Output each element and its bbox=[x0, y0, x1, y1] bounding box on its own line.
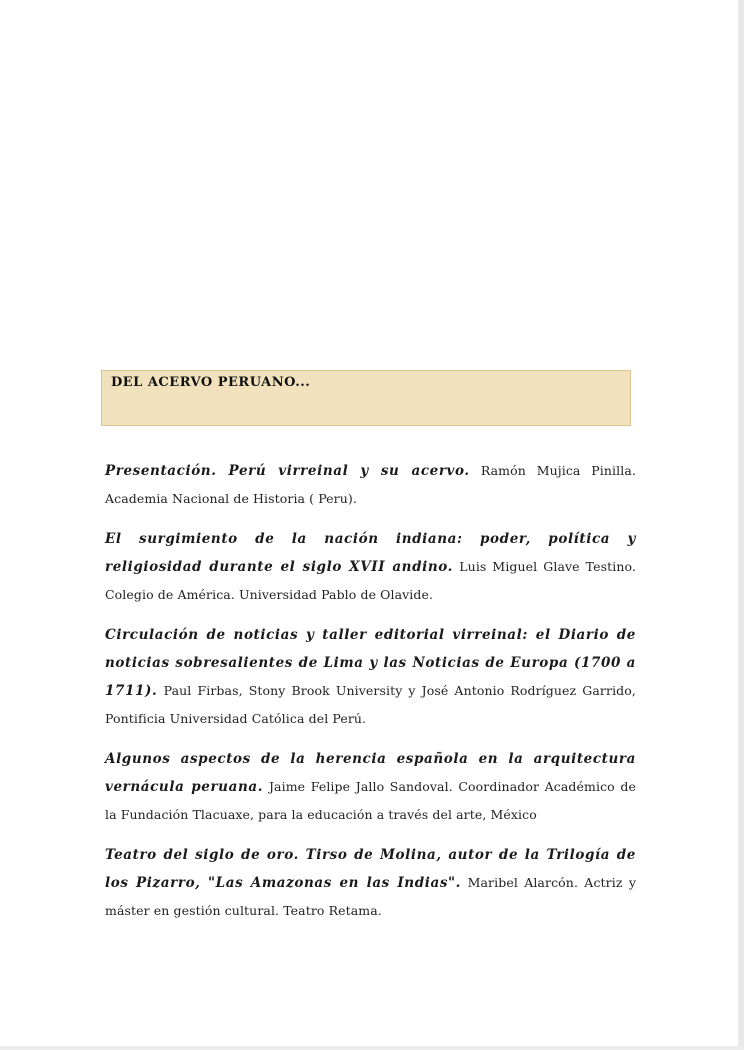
entry-title: El surgimiento de la nación indiana: poder, política y religiosidad durante el siglo XVII andino. bbox=[105, 531, 636, 575]
entry-credit: Luis Miguel Glave Testino. Colegio de América. Universidad Pablo de Olavide. bbox=[105, 559, 636, 602]
contents-entry bbox=[105, 525, 636, 609]
entry-credit: Paul Firbas, Stony Brook University y José Antonio Rodríguez Garrido, Pontificia Universidad Católica del Perú. bbox=[105, 683, 636, 726]
entry-title: Circulación de noticias y taller editorial virreinal: el Diario de noticias sobresalientes de Lima y las Noticias de Europa (1700 a 1711). bbox=[105, 627, 636, 699]
section-heading: DEL ACERVO PERUANO... bbox=[111, 375, 311, 390]
contents-entry bbox=[105, 841, 636, 925]
page-edge bbox=[0, 1046, 744, 1050]
section-header-box bbox=[101, 370, 631, 426]
entry-title: Algunos aspectos de la herencia española en la arquitectura vernácula peruana. bbox=[105, 751, 636, 795]
entry-title: Teatro del siglo de oro. Tirso de Molina, autor de la Trilogía de los Pizarro, "Las Amazonas en las Indias". bbox=[105, 847, 636, 891]
contents-entry bbox=[105, 621, 636, 733]
entry-credit: Ramón Mujica Pinilla. Academia Nacional de Historia ( Peru). bbox=[105, 463, 636, 506]
entry-title: Presentación. Perú virreinal y su acervo. bbox=[105, 463, 470, 479]
entry-credit: Jaime Felipe Jallo Sandoval. Coordinador Académico de la Fundación Tlacuaxe, para la educación a través del arte, México bbox=[105, 779, 636, 822]
page-edge bbox=[738, 0, 744, 1050]
entry-credit: Maribel Alarcón. Actriz y máster en gestión cultural. Teatro Retama. bbox=[105, 875, 636, 918]
contents-entry bbox=[105, 745, 636, 829]
contents-entry bbox=[105, 457, 636, 513]
contents-list bbox=[105, 457, 636, 937]
